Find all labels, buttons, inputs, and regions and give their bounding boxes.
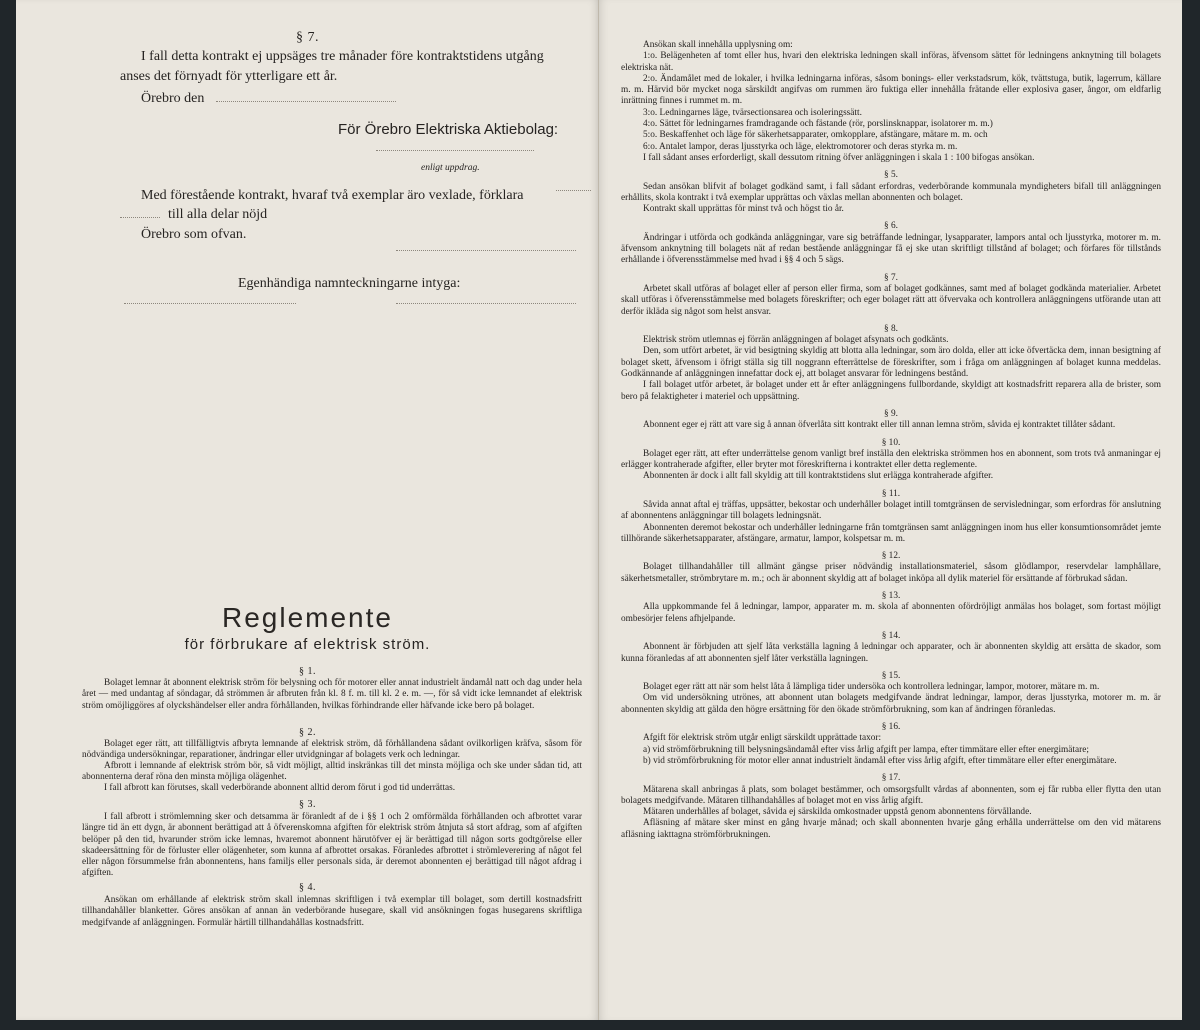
section-14-heading: § 14. xyxy=(881,630,901,641)
regl-section-2-text-a: Bolaget eger rätt, att tillfälligtvis afbryta lemnande af elektrisk ström, då förhållandena sådant ovilkorligen kräfva, såsom för nödvändiga undersökningar, reparationer, ändringar eller utvidgningar af bolagets verk och ledningar. xyxy=(82,739,582,761)
section-12-text: Bolaget tillhandahåller till allmänt gängse priser nödvändig installationsmateriel, såsom glödlampor, reservdelar lamphållare, säkerhetsmetaller, strömbrytare m. m.; och är abonnent skyldig att af bolaget inköpa all dylik materiel för ersättande af förbrukad sådan. xyxy=(621,562,1161,584)
section-6-text: Ändringar i utförda och godkända anläggningar, vare sig beträffande ledningar, lysapparater, lampors antal och ljusstyrka, motorer m. m. äfvensom anknytning till bolagets nät af redan bestående anläggningar få ej ske utan skriftligt tillstånd af bolaget; och förfares för tillstånds erhållande i öfverensstämmelse med hvad i §§ 4 och 5 sägs. xyxy=(621,232,1161,266)
section-8-heading: § 8. xyxy=(884,323,898,334)
agreement-blank-2[interactable] xyxy=(120,217,160,218)
section-16-heading: § 16. xyxy=(881,722,901,733)
application-item-4: 4:o. Sättet för ledningarnes framdragande och fästande (rör, porslinsknappar, isolatorer m. m.) xyxy=(643,119,993,130)
application-item-5: 5:o. Beskaffenhet och läge för säkerhetsapparater, omkopplare, afstängare, mätare m. m. och xyxy=(643,130,988,141)
section-7-heading: § 7. xyxy=(884,272,898,283)
section-17-text-b: Mätaren underhålles af bolaget, såvida ej särskilda omkostnader uppstå genom abonnentens förvållande. xyxy=(643,807,1032,818)
section-16-text-c: b) vid strömförbrukning för motor eller annat industrielt ändamål efter viss årlig afgift, efter timmätare eller efter energimätare. xyxy=(643,755,1117,766)
section-13-heading: § 13. xyxy=(881,591,901,602)
section-11-heading: § 11. xyxy=(881,488,901,499)
company-signature-label: För Örebro Elektriska Aktiebolag: xyxy=(338,121,559,138)
witness-blank-2[interactable] xyxy=(396,303,576,304)
section-12-heading: § 12. xyxy=(881,551,901,562)
right-column xyxy=(621,40,1161,841)
regl-section-3-heading: § 3. xyxy=(299,799,316,810)
date-blank[interactable] xyxy=(216,101,396,102)
section-8-text-a: Elektrisk ström utlemnas ej förrän anläggningen af bolaget afsynats och godkänts. xyxy=(643,335,949,346)
regl-section-1-heading: § 1. xyxy=(299,666,316,677)
reglemente-title: Reglemente xyxy=(222,602,393,633)
regl-section-4-text: Ansökan om erhållande af elektrisk ström skall inlemnas skriftligen i två exemplar till bolaget, som dertill kostnadsfritt tillhandahåller blanketter. Göres ansökan af annan än vederbörande husegare, skall vid ansökningen fogas husegarens skriftliga medgifvande af anläggningen. Formulär härtill tillhandahållas kostnadsfritt. xyxy=(82,895,582,928)
section-11-text-b: Abonnenten deremot bekostar och underhåller ledningarne från tomtgränsen samt anläggningen inom hus eller konsumtionsområdet jemte tillhörande säkerhetsapparater, afstängare, armatur, lampor, kolspetsar m. m. xyxy=(621,522,1161,544)
agreement-line2 xyxy=(120,205,267,225)
regl-section-2-text-c: I fall afbrott kan förutses, skall vederbörande abonnent alltid derom förut i god tid underrättas. xyxy=(104,783,456,793)
application-item-3: 3:o. Ledningarnes läge, tvärsectionsarea och isoleringssätt. xyxy=(643,107,862,118)
section-5-heading: § 5. xyxy=(884,170,898,181)
scan-bottom-border xyxy=(16,1020,1182,1030)
section-5-text-a: Sedan ansökan blifvit af bolaget godkänd samt, i fall sådant erfordras, vederbörande kommunala myndigheters bifall till anläggningen erhållits, skola kontrakt i två exemplar upprättas och växlas mellan abonnenten och bolaget. xyxy=(621,181,1161,203)
section-14-text: Abonnent är förbjuden att sjelf låta verkställa lagning å ledningar och apparater, och är abonnenten skyldig att ersätta de skador, som kunna föranledas af att abonnenten sjelf låter verkställa lagningen. xyxy=(621,642,1161,664)
section-8-text-c: I fall bolaget utför arbetet, är bolaget under ett år efter anläggningens fullbordande, skyldigt att kostnadsfritt reparera alla de brister, som bero på felaktigheter i materiel och uppsättning. xyxy=(621,380,1161,402)
section-10-text-a: Bolaget eger rätt, att efter underrättelse genom vanligt bref inställa den elektriska strömmen hos en abonnent, som trots två anmaningar ej erlägger kontraherade afgifter, eller bryter mot föreskrifterna i kontraktet eller detta reglemente. xyxy=(621,448,1161,471)
reglemente-subtitle: för förbrukare af elektrisk ström. xyxy=(184,636,431,653)
section-17-heading: § 17. xyxy=(881,773,901,784)
place-date-line xyxy=(141,89,396,109)
regl-section-2-heading: § 2. xyxy=(299,727,316,738)
left-page xyxy=(16,0,599,1020)
section-17-text-a: Mätarena skall anbringas å plats, som bolaget bestämmer, och omsorgsfullt vårdas af abonnenten, som ej får rubba eller flytta den utan bolagets medgifvande. Mätaren tillhandahålles af bolaget mot en viss årlig afgift. xyxy=(621,784,1161,806)
section-16-text-b: a) vid strömförbrukning till belysningsändamål efter viss årlig afgift per lampa, efter timmätare eller efter energimätare; xyxy=(643,744,1089,755)
witness-label: Egenhändiga namnteckningarne intyga: xyxy=(238,276,461,291)
regl-section-2-text-b: Afbrott i lemnande af elektrisk ström bör, så vidt möjligt, alltid inskränkas till det minsta möjliga och ske under sådan tid, att abonnenterna deraf röna den minsta möjliga olägenhet. xyxy=(82,761,582,783)
application-drawing-note: I fall sådant anses erforderligt, skall dessutom ritning öfver anläggningen i skala 1 : 100 bifogas ansökan. xyxy=(643,152,1035,163)
section-10-text-b: Abonnenten är dock i allt fall skyldig att till kontraktstidens slut erlägga kontraherade afgifter. xyxy=(643,471,994,482)
agreement-blank-1[interactable] xyxy=(556,190,591,191)
regl-section-4-heading: § 4. xyxy=(299,882,316,893)
section-15-text-a: Bolaget eger rätt att när som helst låta å lämpliga tider undersöka och kontrollera ledningar, lampor, motorer, mätare m. m. xyxy=(643,682,1100,693)
agreement-line3: Örebro som ofvan. xyxy=(141,227,247,242)
section-7-text: Arbetet skall utföras af bolaget eller af person eller firma, som af bolaget godkännes, samt med af bolaget godkända materialier. Arbetet skall utföras i öfverensstämmelse med bolagets föreskrifter; och eger bolaget rätt att öfvervaka och kontrollera anläggningens utförande utan att derför ikläda sig något som helst ansvar. xyxy=(621,283,1161,317)
application-intro: Ansökan skall innehålla upplysning om: xyxy=(643,40,793,50)
right-page xyxy=(599,0,1182,1020)
agreement-satisfied-text: till alla delar nöjd xyxy=(168,207,268,222)
witness-blank-1[interactable] xyxy=(124,303,296,304)
section-17-text-c: Afläsning af mätare sker minst en gång hvarje månad; och skall abonnenten hvarje gång erhålla underrättelse om den vid mätarens afläsning iakttagna strömförbrukningen. xyxy=(621,818,1161,840)
on-behalf-label: enligt uppdrag. xyxy=(421,163,480,173)
contract-section-7-heading: § 7. xyxy=(296,30,319,45)
section-15-heading: § 15. xyxy=(881,670,901,681)
agreement-line1: Med förestående kontrakt, hvaraf två exemplar äro vexlade, förklara xyxy=(141,188,524,203)
section-5-text-b: Kontrakt skall upprättas för minst två och högst tio år. xyxy=(643,204,844,215)
signature-blank-1[interactable] xyxy=(396,250,576,251)
section-6-heading: § 6. xyxy=(884,221,898,232)
section-10-heading: § 10. xyxy=(881,437,901,448)
section-8-text-b: Den, som utfört arbetet, är vid besigtning skyldig att blotta alla ledningar, som äro dolda, eller att icke öfvertäcka dem, innan besigtning af bolaget skett, äfvensom i öfrigt ställa sig till noggrann efterrättelse de föreskrifter, som i fråga om anläggningen af bolaget kunna meddelas. Godkännande af anläggningen innefattar dock ej, att bolaget ansvarar för ledningens bestånd. xyxy=(621,346,1161,380)
section-15-text-b: Om vid undersökning utrönes, att abonnent utan bolagets medgifvande ändrat ledningar, lampor, deras ljusstyrka, motorer m. m. är abonnenten skyldig att gälda den högre ersättning för den ökade strömförbrukning, som kan af ändringen föranledas. xyxy=(621,693,1161,715)
regl-section-3-text: I fall afbrott i strömlemning sker och detsamma är föranledt af de i §§ 1 och 2 omförmälda förhållanden och afbrottet varar längre tid än ett dygn, är abonnent berättigad att å öfverenskomna afgiften för elektrisk ström åtnjuta så stort afdrag, som af afgiften belöper på den tid, hvarunder ström icke lemnas, hvaremot abonnent härutöfver ej är berättigad till någon sorts godtgörelse eller skadeersättning för de förluster eller olägenheter, som kunna af afbrottet orsakas. Föranledes afbrottet i strömleverering af något fel eller någon försummelse från abonnentens, hans familjs eller personals sida, är deremot abonnenten ej berättigad till något afdrag i afgiften. xyxy=(82,812,582,879)
application-item-2: 2:o. Ändamålet med de lokaler, i hvilka ledningarna införas, såsom bonings- eller verkstadsrum, kök, tvättstuga, butik, lagerrum, källare m. m. Härvid bör mycket noga särskildt angifvas om rummen äro fuktiga eller innehålla frätande eller explosiva gaser, ångor, om eldfarlig inrättning finnes i rummet m. m. xyxy=(621,73,1161,107)
place-date-label: Örebro den xyxy=(141,91,205,106)
section-9-heading: § 9. xyxy=(884,408,898,419)
contract-clause-line1: I fall detta kontrakt ej uppsäges tre månader före kontraktstidens utgång xyxy=(141,49,544,64)
section-16-text-a: Afgift för elektrisk ström utgår enligt särskildt upprättade taxor: xyxy=(643,733,882,744)
company-signature-blank[interactable] xyxy=(376,150,534,151)
contract-clause-line2: anses det förnyadt för ytterligare ett år. xyxy=(120,69,338,84)
section-11-text-a: Såvida annat aftal ej träffas, uppsätter, bekostar och underhåller bolaget intill tomtgränsen de servisledningar, som erfordras för anslutning af abonnentens anläggningar till bolagets ledningsnät. xyxy=(621,499,1161,522)
application-item-1: 1:o. Belägenheten af tomt eller hus, hvari den elektriska ledningen skall införas, äfvensom sättet för ledningens anknytning till bolagets elektriska nät. xyxy=(621,51,1161,73)
regl-section-1-text: Bolaget lemnar åt abonnent elektrisk ström för belysning och för motorer eller annat industrielt ändamål natt och dag under hela året — med undantag af söndagar, då strömmen är afbruten från kl. 8 f. m. till kl. 2 e. m. —, för så vidt icke lemnandet af elektrisk ström omöjliggöres af olyckshändelser eller andra förhållanden, hvilkas förhindrande eller häfvande icke bero på bolaget. xyxy=(82,678,582,711)
application-item-6: 6:o. Antalet lampor, deras ljusstyrka och läge, elektromotorer och deras styrka m. m. xyxy=(643,141,958,152)
section-13-text: Alla uppkommande fel å ledningar, lampor, apparater m. m. skola af abonnenten ofördröjligt anmälas hos bolaget, som fortast möjligt ombesörjer felens afhjelpande. xyxy=(621,602,1161,624)
section-9-text: Abonnent eger ej rätt att vare sig å annan öfverlåta sitt kontrakt eller till annan lemna ström, såvida ej kontraktet tillåter sådant. xyxy=(643,420,1116,431)
